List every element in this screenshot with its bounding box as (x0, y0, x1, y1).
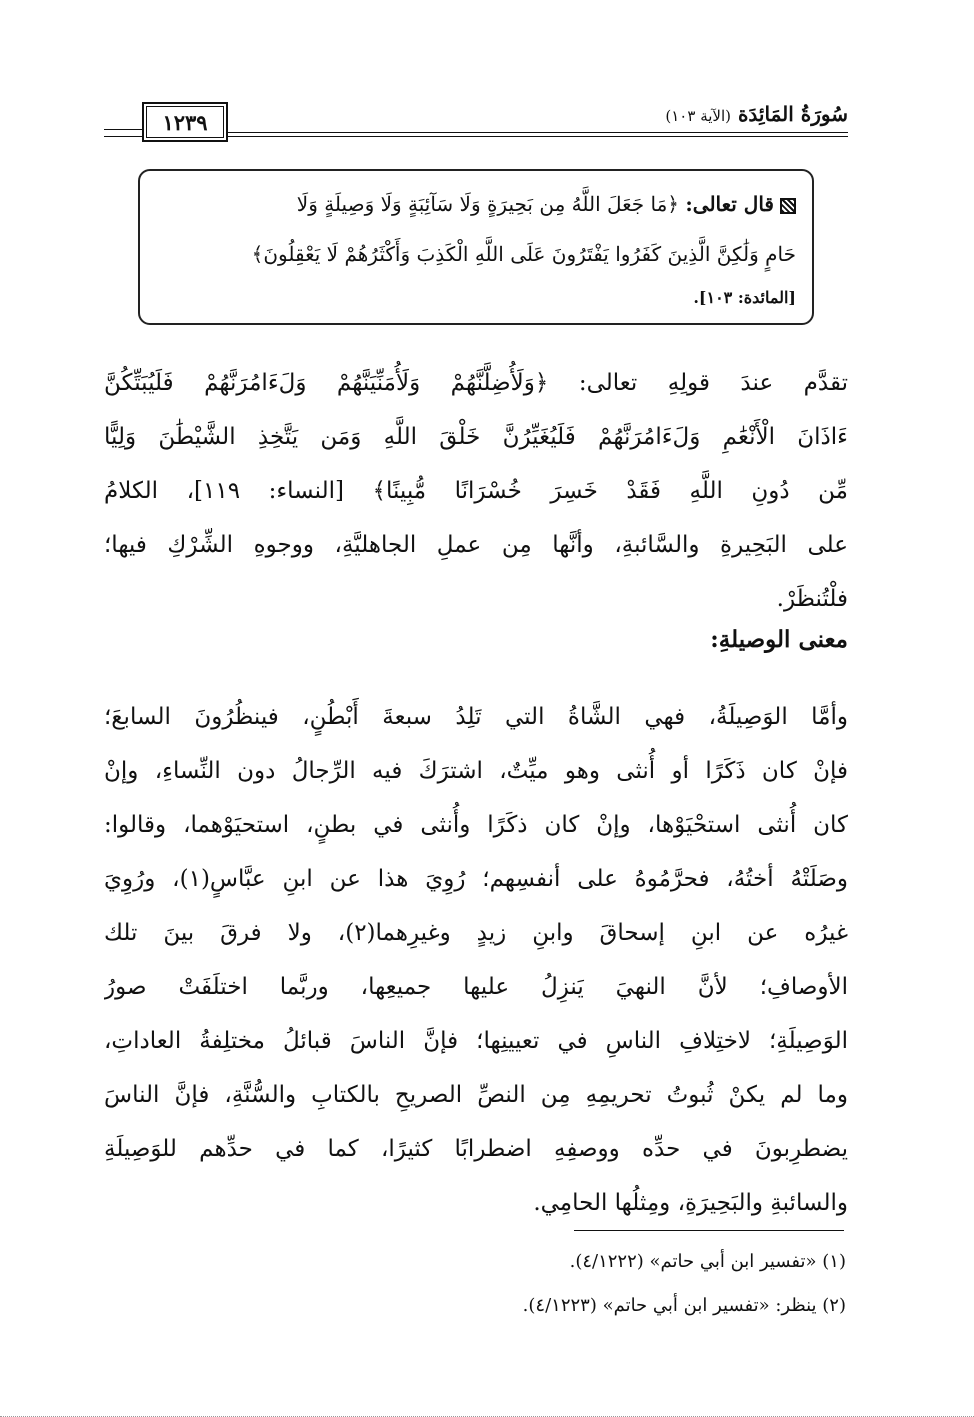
page-number: ١٢٣٩ (142, 102, 228, 142)
header-rule-left (104, 129, 142, 130)
verse-citation: [المائدة: ١٠٣]. (693, 288, 796, 307)
ornament-icon (780, 198, 796, 214)
text-line: وما لم يكنْ ثُبوتُ تحريمِهِ مِن النصِّ الصريحِ بالكتابِ والسُّنَّةِ، فإنَّ الناسَ (104, 1082, 848, 1108)
page-header (104, 96, 848, 142)
text-line: فإنْ كان ذَكَرًا أو أُنثى وهو ميِّتٌ، اشترَكَ فيه الرِّجالُ دون النِّساءِ، وإنْ (104, 758, 848, 784)
text-line: كان أُنثى استحْيَوْها، وإنْ كان ذكَرًا وأُنثى في بطنٍ، استحيَوْهما، وقالوا: (104, 812, 848, 838)
text-line: غيرُه عن ابنِ إسحاقَ وابنِ زيدٍ وغيرِهما(٢)، ولا فرقَ بينَ تلك (104, 920, 848, 946)
footnotes (523, 1240, 846, 1328)
text-line: ءَاذَانَ الْأَنْعَٰمِ وَلَءَامُرَنَّهُمْ فَلَيُغَيِّرُنَّ خَلْقَ اللَّهِ وَمَن يَتَّخِذِ الشَّيْطَٰنَ وَلِيًّا (104, 424, 848, 450)
verse-reference: (الآية ١٠٣) (665, 107, 731, 125)
footnote-separator (574, 1230, 844, 1231)
text-line: الأوصافِ؛ لأنَّ النهيَ يَنزِلُ عليها جميعِها، وربَّما اختلَفَتْ صورُ (104, 974, 848, 1000)
footnote-2: (٢) ينظر: «تفسير ابن أبي حاتم» (٤/١٢٢٣). (522, 1295, 846, 1316)
text-line: والسائبةِ والبَحِيرَةِ، ومِثلُها الحامِي. (533, 1190, 848, 1216)
text-line: تقدَّم عندَ قولِهِ تعالى: ﴿وَلَأُضِلَّنَّهُمْ وَلَأُمَنِّيَنَّهُمْ وَلَءَامُرَنَّهُمْ فَلَيُبَتِّكُنَّ (104, 370, 848, 396)
text-line: وأمَّا الوَصِيلَةُ، فهي الشَّاةُ التي تَلِدُ سبعةَ أَبْطُنٍ، فينظُرُونَ السابعَ؛ (104, 704, 848, 730)
verse-text-1: ﴿مَا جَعَلَ اللَّهُ مِن بَحِيرَةٍ وَلَا سَآئِبَةٍ وَلَا وَصِيلَةٍ وَلَا (296, 192, 680, 216)
verse-intro: قال تعالى: (685, 192, 774, 216)
text-line: فلْتُنظَرْ. (776, 586, 848, 612)
section-paragraph (104, 690, 848, 1230)
footnote-1: (١) «تفسير ابن أبي حاتم» (٤/١٢٢٢). (569, 1251, 846, 1272)
text-line: على البَحِيرةِ والسَّائبةِ، وأنَّها مِن عملِ الجاهليَّةِ، ووجوهِ الشِّرْكِ فيها؛ (104, 532, 848, 558)
section-heading: معنى الوصيلةِ: (710, 626, 848, 653)
verse-line-1 (156, 179, 796, 229)
running-title (665, 102, 848, 126)
text-line: وصَلَتْهُ أختُهُ، فحرَّمُوهُ على أنفسِهم؛ رُوِيَ هذا عن ابنِ عبَّاسٍ(١)، ورُوِيَ (104, 866, 848, 892)
intro-paragraph (104, 356, 848, 626)
surah-title: سُورَةُ المَائِدَة (737, 102, 848, 126)
text-line: الوَصِيلَةِ؛ لاختِلافِ الناسِ في تعيينِها؛ فإنَّ الناسَ قبائلُ مختلِفةُ العاداتِ، (104, 1028, 848, 1054)
quran-verse-box (138, 169, 814, 325)
header-rule (224, 132, 848, 133)
text-line: مِّن دُونِ اللَّهِ فَقَدْ خَسِرَ خُسْرَانًا مُّبِينًا﴾ [النساء: ١١٩]، الكلامُ (104, 478, 848, 504)
verse-line-2: حَامٍ وَلَٰكِنَّ الَّذِينَ كَفَرُوا يَفْتَرُونَ عَلَى اللَّهِ الْكَذِبَ وَأَكْثَرُهُمْ لَا يَعْقِلُونَ﴾ (251, 242, 796, 266)
scan-edge (0, 1412, 974, 1417)
text-line: يضطرِبونَ في حدِّه ووصفِهِ اضطرابًا كثيرًا، كما في حدِّهم للوَصِيلَةِ (104, 1136, 848, 1162)
